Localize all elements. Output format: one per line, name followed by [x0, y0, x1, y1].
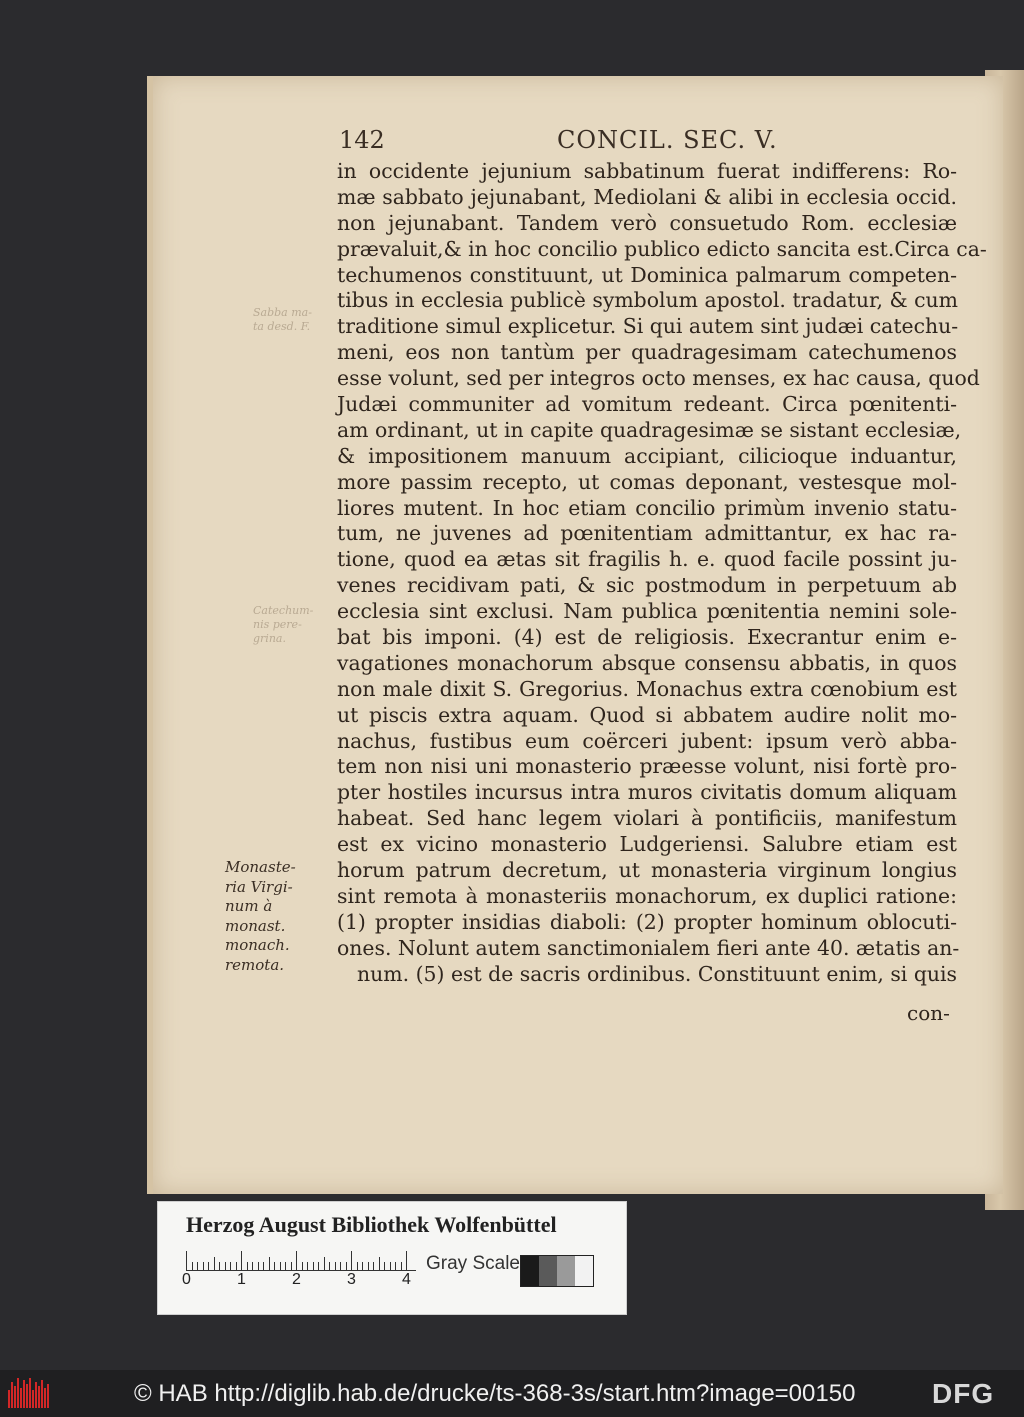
ruler-tick	[291, 1262, 292, 1271]
text-line: est ex vicino monasterio Ludgeriensi. Salubre etiam est	[337, 832, 957, 857]
margin-note	[225, 858, 305, 976]
text-line: nachus, fustibus eum coërceri jubent: ipsum verò abba-	[337, 728, 957, 753]
text-line: bat bis imponi. (4) est de religiosis. Execrantur enim e-	[337, 625, 957, 650]
logo-bar	[47, 1384, 49, 1408]
text-line: non male dixit S. Gregorius. Monachus extra cœnobium est	[337, 676, 957, 701]
ruler-tick	[368, 1262, 369, 1271]
faint-margin-note	[253, 306, 313, 334]
text-line: esse volunt, sed per integros octo menses, ex hac causa, quod	[337, 366, 980, 391]
page-number: 142	[339, 126, 385, 154]
ruler-tick	[280, 1262, 281, 1271]
ruler-tick	[329, 1262, 330, 1271]
ruler-tick	[296, 1251, 297, 1271]
text-line: & impositionem manuum accipiant, cilicioque induantur,	[337, 443, 957, 468]
ruler-tick	[203, 1262, 204, 1271]
ruler-tick	[186, 1251, 187, 1271]
catchword: con-	[907, 1001, 950, 1025]
ruler-tick	[285, 1262, 286, 1271]
ruler-number: 2	[292, 1271, 301, 1288]
ruler-tick	[269, 1257, 270, 1271]
ruler-tick	[307, 1262, 308, 1271]
ruler-tick	[258, 1262, 259, 1271]
ruler-tick	[401, 1262, 402, 1271]
ruler-number: 1	[237, 1271, 246, 1288]
ruler-tick	[357, 1262, 358, 1271]
ruler-tick	[351, 1251, 352, 1271]
text-line: more passim recepto, ut comas deponant, vestesque mol-	[337, 469, 957, 494]
logo-bar	[32, 1390, 34, 1408]
logo-bar	[23, 1380, 25, 1408]
ruler-tick	[373, 1262, 374, 1271]
logo-bar	[41, 1380, 43, 1408]
book-page	[147, 76, 1003, 1194]
ruler-tick	[406, 1251, 407, 1271]
ruler-number: 0	[182, 1271, 191, 1288]
ruler-tick	[379, 1257, 380, 1271]
text-line: habeat. Sed hanc legem violari à pontificiis, manifestum	[337, 806, 957, 831]
faint-margin-note	[253, 604, 313, 646]
ruler-tick	[241, 1251, 242, 1271]
logo-bar	[14, 1386, 16, 1408]
ruler-tick	[197, 1262, 198, 1271]
text-line: ut piscis extra aquam. Quod si abbatem audire nolit mo-	[337, 702, 957, 727]
text-line: meni, eos non tantùm per quadragesimam catechumenos	[337, 340, 957, 365]
dfg-logo: DFG	[932, 1378, 995, 1409]
ruler-tick	[324, 1257, 325, 1271]
margin-note-line: monast.	[225, 916, 286, 935]
ruler	[182, 1249, 416, 1289]
ruler-tick	[274, 1262, 275, 1271]
ruler-tick	[208, 1262, 209, 1271]
faint-note-line: grina.	[253, 632, 286, 645]
logo-bar	[8, 1390, 10, 1408]
ruler-tick	[384, 1262, 385, 1271]
faint-note-line: Catechum-	[253, 604, 314, 617]
text-line: ones. Nolunt autem sanctimonialem fieri ante 40. ætatis an-	[337, 935, 960, 960]
text-line: horum patrum decretum, ut monasteria virginum longius	[337, 858, 957, 883]
gray-swatch	[521, 1256, 539, 1286]
ruler-tick	[302, 1262, 303, 1271]
text-line: liores mutent. In hoc etiam concilio primùm invenio statu-	[337, 495, 957, 520]
gray-swatch	[539, 1256, 557, 1286]
ruler-tick	[247, 1262, 248, 1271]
ruler-tick	[340, 1262, 341, 1271]
gray-scale-label: Gray Scale	[426, 1253, 520, 1274]
text-line: mæ sabbato jejunabant, Mediolani & alibi in ecclesia occid.	[337, 184, 957, 209]
text-line: tem non nisi uni monasterio præesse volunt, nisi fortè pro-	[337, 754, 957, 779]
ruler-tick	[252, 1262, 253, 1271]
logo-bar	[20, 1388, 22, 1408]
gray-swatch	[575, 1256, 593, 1286]
logo-bar	[38, 1386, 40, 1408]
ruler-tick	[390, 1262, 391, 1271]
margin-note-line: Monaste-	[225, 858, 296, 876]
copyright-url: © HAB http://diglib.hab.de/drucke/ts-368-3s/start.htm?image=00150	[134, 1380, 856, 1407]
text-line: tibus in ecclesia publicè symbolum apostol. tradatur, & cum	[337, 288, 958, 313]
faint-note-line: ta desd. F.	[253, 320, 311, 333]
text-line: (1) propter insidias diaboli: (2) propter hominum oblocuti-	[337, 909, 957, 934]
page-header	[339, 126, 839, 160]
logo-bar	[17, 1378, 19, 1408]
ruler-tick	[335, 1262, 336, 1271]
logo-bar	[35, 1382, 37, 1408]
color-reference-card	[157, 1201, 627, 1315]
gray-scale-strip	[520, 1255, 594, 1287]
footer-bar	[0, 1370, 1024, 1417]
ruler-tick	[214, 1257, 215, 1271]
running-head: CONCIL. SEC. V.	[557, 126, 778, 154]
text-line: in occidente jejunium sabbatinum fuerat indifferens: Ro-	[337, 159, 957, 183]
text-line: tum, ne juvenes ad pœnitentiam admittantur, ex hac ra-	[337, 521, 957, 546]
text-line: tione, quod ea ætas sit fragilis h. e. quod facile possint ju-	[337, 547, 957, 572]
card-title: Herzog August Bibliothek Wolfenbüttel	[186, 1212, 557, 1237]
ruler-number: 4	[402, 1271, 411, 1288]
gray-swatch	[557, 1256, 575, 1286]
text-line: prævaluit,& in hoc concilio publico edicto sancita est.Circa ca-	[337, 236, 987, 261]
text-line: venes recidivam pati, & sic postmodum in perpetuum ab	[337, 573, 957, 598]
logo-bar	[29, 1378, 31, 1408]
logo-bar	[44, 1388, 46, 1408]
text-line: vagationes monachorum absque consensu abbatis, in quos	[337, 650, 957, 675]
text-line: non jejunabant. Tandem verò consuetudo Rom. ecclesiæ	[337, 210, 957, 235]
ruler-tick	[318, 1262, 319, 1271]
ruler-tick	[219, 1262, 220, 1271]
faint-note-line: nis pere-	[253, 618, 302, 631]
ruler-tick	[362, 1262, 363, 1271]
hab-logo-icon	[8, 1378, 48, 1408]
text-line: pter hostiles incursus intra muros civitatis domum aliquam	[337, 780, 957, 805]
text-line: traditione simul explicetur. Si qui autem sint judæi catechu-	[337, 314, 959, 339]
ruler-number: 3	[347, 1271, 356, 1288]
margin-note-line: num à	[225, 897, 273, 916]
logo-bar	[26, 1384, 28, 1408]
margin-note-line: ria Virgi-	[225, 877, 293, 896]
text-line: ecclesia sint exclusi. Nam publica pœnitentia nemini sole-	[337, 599, 957, 624]
text-line: sint remota à monasteriis monachorum, ex duplici ratione:	[337, 883, 957, 908]
text-line: Judæi communiter ad vomitum redeant. Circa pœnitenti-	[337, 392, 957, 417]
ruler-tick	[313, 1262, 314, 1271]
text-line: num. (5) est de sacris ordinibus. Constituunt enim, si quis	[357, 961, 957, 986]
ruler-tick	[236, 1262, 237, 1271]
ruler-tick	[225, 1262, 226, 1271]
margin-note-line: monach.	[225, 936, 290, 955]
text-line: am ordinant, ut in capite quadragesimæ se sistant ecclesiæ,	[337, 417, 962, 442]
ruler-tick	[346, 1262, 347, 1271]
text-line: techumenos constituunt, ut Dominica palmarum competen-	[337, 262, 957, 287]
faint-note-line: Sabba ma-	[253, 306, 312, 319]
ruler-tick	[263, 1262, 264, 1271]
ruler-tick	[395, 1262, 396, 1271]
ruler-tick	[192, 1262, 193, 1271]
margin-note-line: remota.	[225, 955, 285, 974]
ruler-tick	[230, 1262, 231, 1271]
body-text	[337, 159, 987, 988]
logo-bar	[11, 1382, 13, 1408]
